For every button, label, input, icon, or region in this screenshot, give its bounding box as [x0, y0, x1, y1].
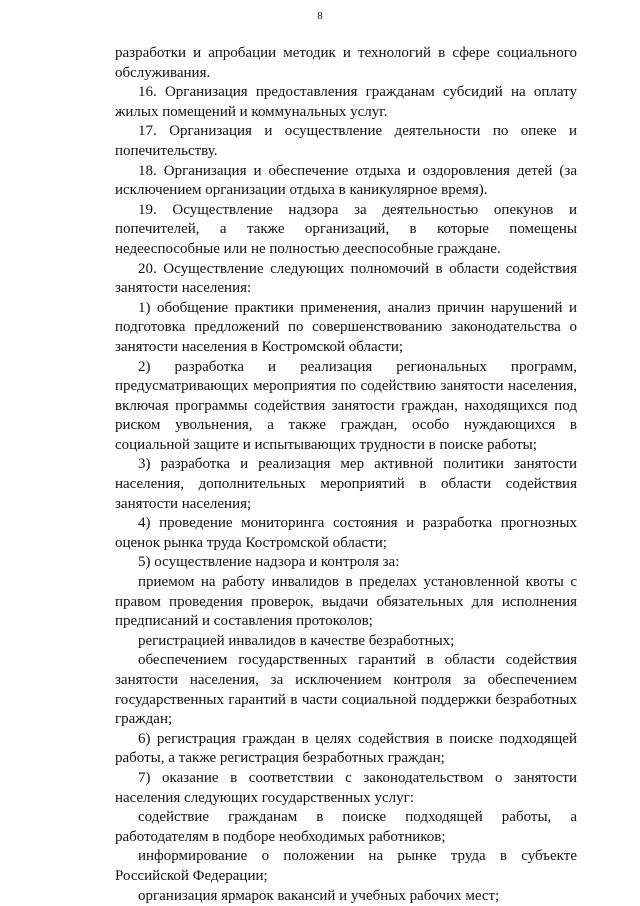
- paragraph: 16. Организация предоставления гражданам субсидий на оплату жилых помещений и коммунальных услуг.: [115, 84, 577, 120]
- paragraph: 4) проведение мониторинга состояния и разработка прогнозных оценок рынка труда Костромской области;: [115, 515, 577, 551]
- paragraph: 7) оказание в соответствии с законодательством о занятости населения следующих государственных услуг:: [115, 769, 577, 806]
- paragraph: 2) разработка и реализация региональных программ, предусматривающих мероприятия по содействию занятости населения, включая программы содействия занятости граждан, находящихся под риском увольнения, а также граждан, особо нуждающихся в социальной защите и испытывающих трудности в поиске работы;: [115, 358, 577, 453]
- paragraph: 18. Организация и обеспечение отдыха и оздоровления детей (за исключением организации отдыха в каникулярное время).: [115, 162, 577, 199]
- paragraph: регистрацией инвалидов в качестве безработных;: [138, 632, 455, 649]
- document-body: [115, 44, 577, 906]
- paragraph: 5) осуществление надзора и контроля за:: [138, 554, 400, 571]
- paragraph: информирование о положении на рынке труда в субъекте Российской Федерации;: [115, 848, 577, 884]
- paragraph: обеспечением государственных гарантий в области содействия занятости населения, за исключением контроля за обеспечением государственных гарантий в части социальной поддержки безработных граждан;: [115, 652, 577, 728]
- page-number: 8: [317, 10, 323, 22]
- paragraph: разработки и апробации методик и технологий в сфере социального обслуживания.: [115, 45, 577, 81]
- paragraph: организация ярмарок вакансий и учебных рабочих мест;: [138, 887, 500, 904]
- paragraph: 3) разработка и реализация мер активной политики занятости населения, дополнительных мероприятий в области содействия занятости населения;: [115, 456, 577, 512]
- paragraph: 20. Осуществление следующих полномочий в области содействия занятости населения:: [115, 260, 577, 297]
- paragraph: 17. Организация и осуществление деятельности по опеке и попечительству.: [115, 123, 577, 159]
- paragraph: приемом на работу инвалидов в пределах установленной квоты с правом проведения проверок, выдачи обязательных для исполнения предписаний и составления протоколов;: [115, 574, 577, 630]
- paragraph: 1) обобщение практики применения, анализ причин нарушений и подготовка предложений по совершенствованию законодательства о занятости населения в Костромской области;: [115, 299, 577, 355]
- paragraph: 6) регистрация граждан в целях содействия в поиске подходящей работы, а также регистрация безработных граждан;: [115, 730, 577, 767]
- paragraph: содействие гражданам в поиске подходящей работы, а работодателям в подборе необходимых работников;: [115, 809, 577, 845]
- paragraph: 19. Осуществление надзора за деятельностью опекунов и попечителей, а также организаций, в которые помещены недееспособные или не полностью дееспособные граждане.: [115, 201, 577, 257]
